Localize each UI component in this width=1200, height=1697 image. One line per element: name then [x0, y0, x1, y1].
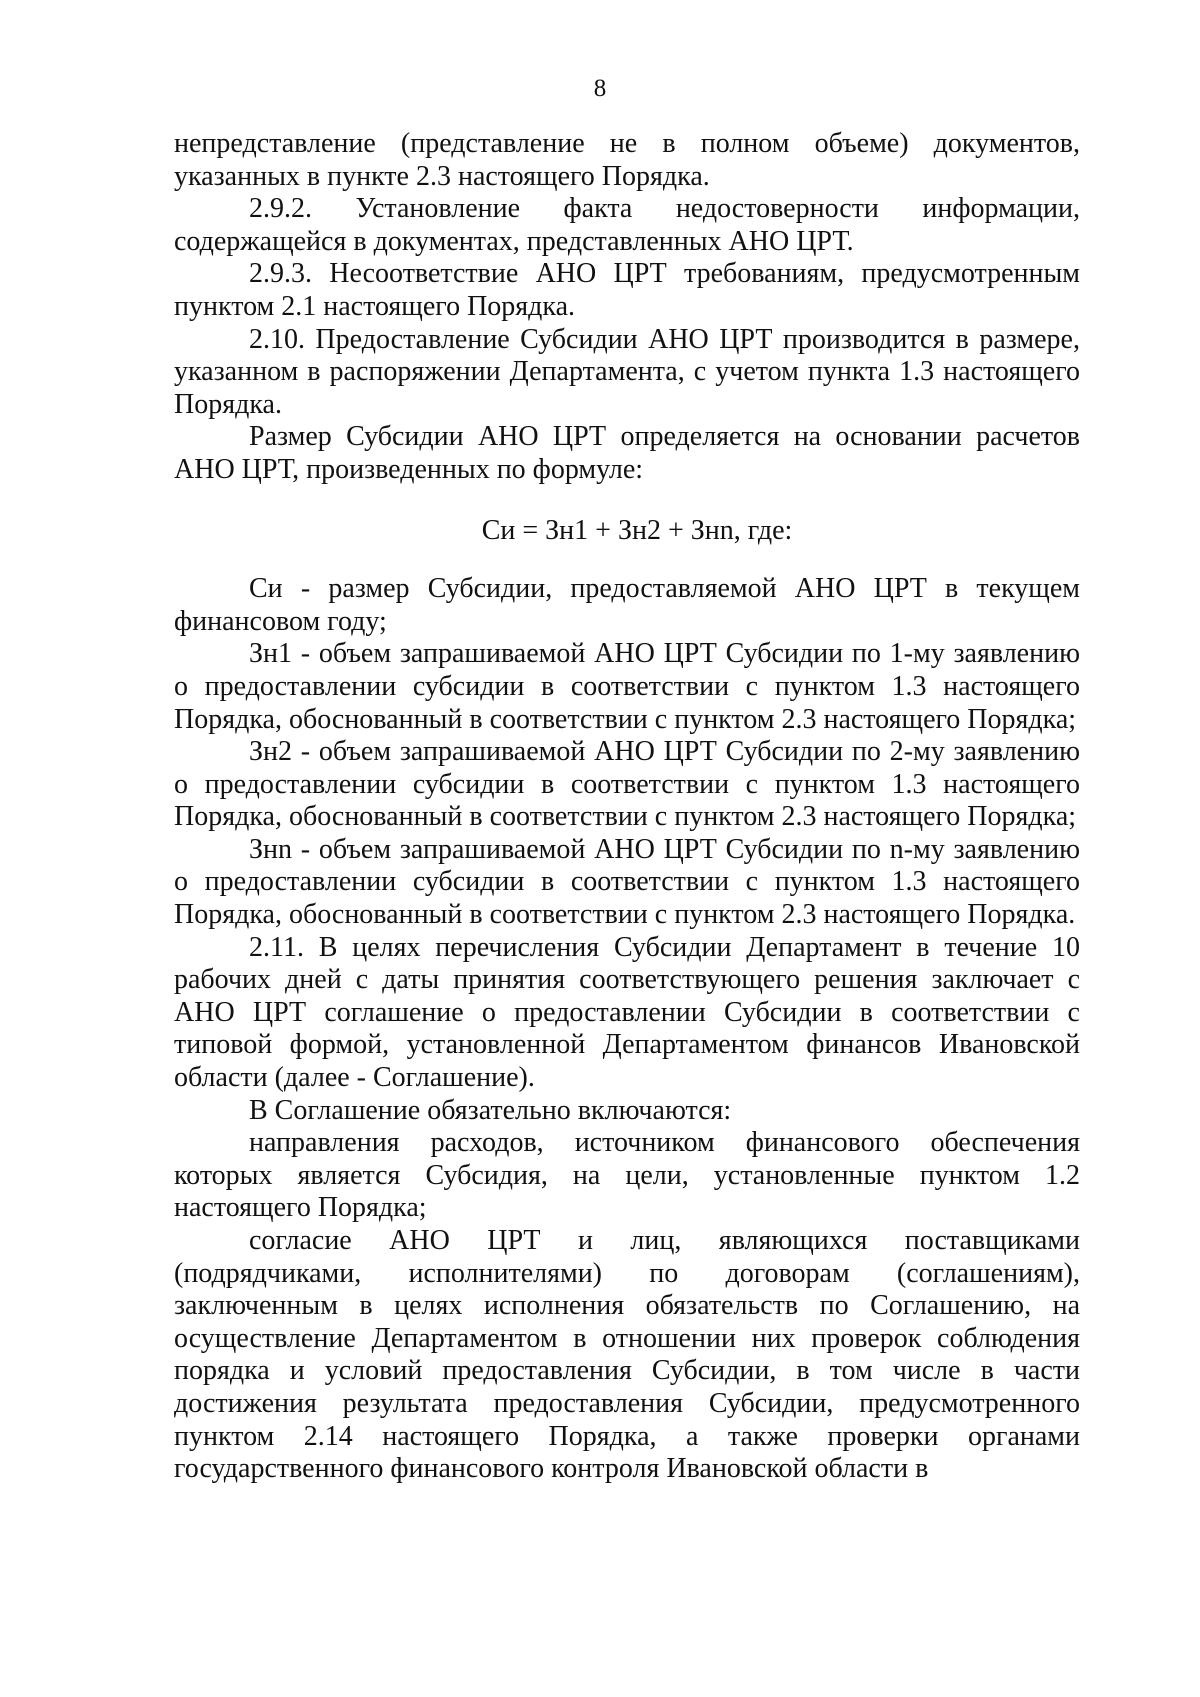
paragraph-agreement-includes: В Соглашение обязательно включаются:	[249, 1094, 732, 1126]
definition-zn2: Зн2 - объем запрашиваемой АНО ЦРТ Субсидии по 2-му заявлению о предоставлении субсидии в соответствии с пунктом 1.3 настоящего Порядка, обоснованный в соответствии с пунктом 2.3 настоящего Порядка;	[174, 736, 1080, 833]
page-number: 8	[593, 75, 607, 102]
paragraph-2-10: 2.10. Предоставление Субсидии АНО ЦРТ производится в размере, указанном в распоряжении Департамента, с учетом пункта 1.3 настоящего Порядка.	[174, 323, 1080, 420]
paragraph-expense-directions: направления расходов, источником финансового обеспечения которых является Субсидия, на цели, установленные пунктом 1.2 настоящего Порядка;	[174, 1127, 1080, 1224]
paragraph-2-9-2: 2.9.2. Установление факта недостоверности информации, содержащейся в документах, представленных АНО ЦРТ.	[174, 193, 1080, 257]
paragraph-2-11: 2.11. В целях перечисления Субсидии Департамент в течение 10 рабочих дней с даты принятия соответствующего решения заключает с АНО ЦРТ соглашение о предоставлении Субсидии в соответствии с типовой формой, установленной Департаментом финансов Ивановской области (далее - Соглашение).	[174, 931, 1080, 1094]
paragraph-continuation: непредставление (представление не в полном объеме) документов, указанных в пункте 2.3 настоящего Порядка.	[174, 128, 1080, 192]
paragraph-consent: согласие АНО ЦРТ и лиц, являющихся поставщиками (подрядчиками, исполнителями) по договорам (соглашениям), заключенным в целях исполнения обязательств по Соглашению, на осуществление Департаментом в отношении них проверок соблюдения порядка и условий предоставления Субсидии, в том числе в части достижения результата предоставления Субсидии, предусмотренного пунктом 2.14 настоящего Порядка, а также проверки органами государственного финансового контроля Ивановской области в	[174, 1225, 1080, 1485]
definition-znn: Знn - объем запрашиваемой АНО ЦРТ Субсидии по n-му заявлению о предоставлении субсидии в соответствии с пунктом 1.3 настоящего Порядка, обоснованный в соответствии с пунктом 2.3 настоящего Порядка.	[174, 833, 1080, 931]
paragraph-subsidy-size: Размер Субсидии АНО ЦРТ определяется на основании расчетов АНО ЦРТ, произведенных по формуле:	[174, 421, 1080, 485]
definition-zn1: Зн1 - объем запрашиваемой АНО ЦРТ Субсидии по 1-му заявлению о предоставлении субсидии в соответствии с пунктом 1.3 настоящего Порядка, обоснованный в соответствии с пунктом 2.3 настоящего Порядка;	[174, 638, 1080, 735]
paragraph-2-9-3: 2.9.3. Несоответствие АНО ЦРТ требованиям, предусмотренным пунктом 2.1 настоящего Порядка.	[174, 258, 1080, 322]
document-body	[174, 128, 1080, 1486]
subsidy-formula: Си = Зн1 + Зн2 + Знn, где:	[481, 514, 793, 546]
definition-si: Си - размер Субсидии, предоставляемой АНО ЦРТ в текущем финансовом году;	[174, 573, 1080, 637]
